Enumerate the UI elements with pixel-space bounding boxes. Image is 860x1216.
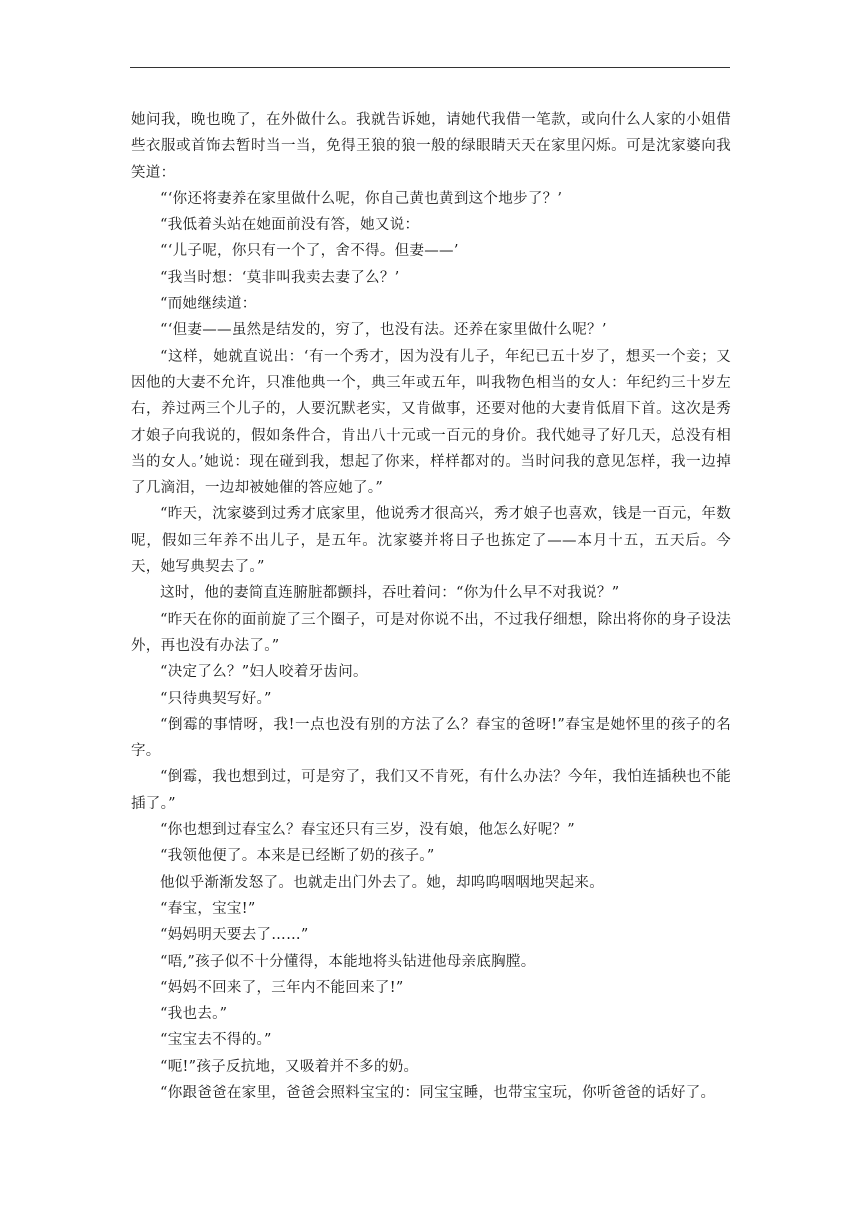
paragraph: “你也想到过春宝么？春宝还只有三岁，没有娘，他怎么好呢？” <box>160 822 576 839</box>
paragraph: “而她继续道： <box>160 296 257 313</box>
paragraph: “只待典契写好。” <box>160 690 272 707</box>
paragraph: 这时，他的妻简直连腑脏都颤抖，吞吐着问：“你为什么早不对我说？” <box>160 585 620 602</box>
paragraph: “昨天，沈家婆到过秀才底家里，他说秀才很高兴，秀才娘子也喜欢，钱是一百元，年数呢，假如三年养不出儿子，是五年。沈家婆并将日子也拣定了——本月十五，五天后。今天，她写典契去了。” <box>131 506 731 576</box>
paragraph: “我领他便了。本来是已经断了奶的孩子。” <box>160 848 435 865</box>
body-text <box>131 107 731 1106</box>
paragraph: “宝宝去不得的。” <box>160 1032 272 1049</box>
paragraph: “妈妈不回来了，三年内不能回来了!” <box>160 979 404 996</box>
paragraph: “唔,”孩子似不十分懂得，本能地将头钻进他母亲底胸膛。 <box>160 953 536 970</box>
paragraph: “呃!”孩子反抗地，又吸着并不多的奶。 <box>160 1058 419 1075</box>
paragraph: “倒霉的事情呀，我!一点也没有别的方法了么？春宝的爸呀!”春宝是她怀里的孩子的名字。 <box>131 716 731 760</box>
paragraph: “你跟爸爸在家里，爸爸会照料宝宝的：同宝宝睡，也带宝宝玩，你听爸爸的话好了。 <box>160 1084 716 1101</box>
paragraph: “春宝，宝宝!” <box>160 900 256 917</box>
paragraph: “‘儿子呢，你只有一个了，舍不得。但妻——’ <box>160 243 459 260</box>
paragraph: “决定了么？”妇人咬着牙齿问。 <box>160 664 368 681</box>
paragraph: 他似乎渐渐发怒了。也就走出门外去了。她，却呜呜咽咽地哭起来。 <box>160 874 604 891</box>
paragraph: “‘你还将妻养在家里做什么呢，你自己黄也黄到这个地步了？’ <box>160 190 563 207</box>
header-rule <box>130 67 730 68</box>
paragraph: “这样，她就直说出：‘有一个秀才，因为没有儿子，年纪已五十岁了，想买一个妾；又因他的大妻不允许，只准他典一个，典三年或五年，叫我物色相当的女人：年纪约三十岁左右，养过两三个儿子的，人要沉默老实，又肯做事，还要对他的大妻肯低眉下首。这次是秀才娘子向我说的，假如条件合，肯出八十元或一百元的身价。我代她寻了好几天，总没有相当的女人。’她说：现在碰到我，想起了你来，样样都对的。当时问我的意见怎样，我一边掉了几滴泪，一边却被她催的答应她了。” <box>131 348 731 497</box>
paragraph: “‘但妻——虽然是结发的，穷了，也没有法。还养在家里做什么呢？’ <box>160 322 607 339</box>
paragraph: “我当时想：‘莫非叫我卖去妻了么？’ <box>160 269 400 286</box>
paragraph: 她问我，晚也晚了，在外做什么。我就告诉她，请她代我借一笔款，或向什么人家的小姐借些衣服或首饰去暂时当一当，免得王狼的狼一般的绿眼睛天天在家里闪烁。可是沈家婆向我笑道： <box>131 112 731 181</box>
paragraph: “昨天在你的面前旋了三个圈子，可是对你说不出，不过我仔细想，除出将你的身子设法外，再也没有办法了。” <box>131 611 731 654</box>
paragraph: “妈妈明天要去了……” <box>160 927 309 944</box>
paragraph: “倒霉，我也想到过，可是穷了，我们又不肯死，有什么办法？今年，我怕连插秧也不能插了。” <box>131 769 731 812</box>
paragraph: “我也去。” <box>160 1006 228 1023</box>
paragraph: “我低着头站在她面前没有答，她又说： <box>160 217 420 234</box>
